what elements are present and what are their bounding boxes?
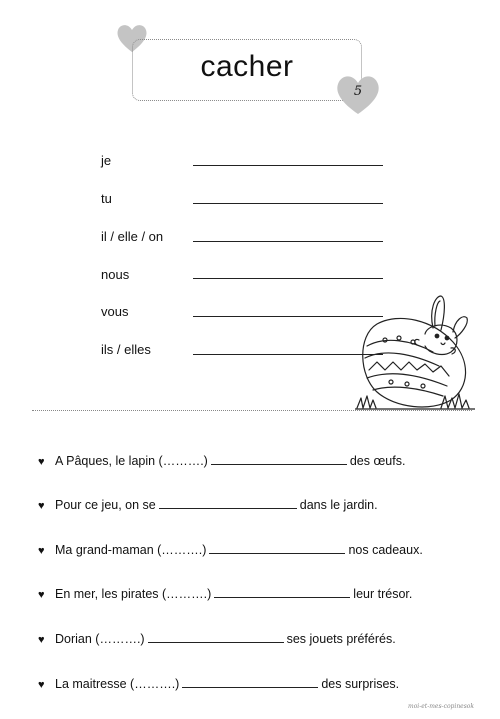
pronoun-label: vous xyxy=(101,304,129,319)
sentence-end: nos cadeaux. xyxy=(348,543,423,557)
pronoun-label: ils / elles xyxy=(101,342,151,357)
sentence-end: des surprises. xyxy=(321,677,400,691)
sentence-end: ses jouets préférés. xyxy=(286,632,396,646)
sentence-start: Pour ce jeu, on se xyxy=(55,498,156,512)
footer-credit: moi-et-mes-copinesok xyxy=(408,703,475,710)
exercise-sentence xyxy=(38,454,405,468)
answer-blank[interactable] xyxy=(148,632,284,643)
exercise-sentence xyxy=(38,543,423,557)
sentence-end: leur trésor. xyxy=(353,587,413,601)
sentence-start: En mer, les pirates (……….) xyxy=(55,587,212,601)
answer-line[interactable] xyxy=(193,278,383,279)
sentence-end: dans le jardin. xyxy=(299,498,378,512)
heart-bullet-icon: ♥ xyxy=(38,679,45,691)
sentence-end: des œufs. xyxy=(349,454,406,468)
sentence-start: La maitresse (……….) xyxy=(55,677,180,691)
sentence-start: A Pâques, le lapin (……….) xyxy=(55,454,208,468)
exercise-sentence xyxy=(38,677,399,691)
answer-line[interactable] xyxy=(193,165,383,166)
exercise-sentence xyxy=(38,498,378,512)
heart-bullet-icon: ♥ xyxy=(38,456,45,468)
section-divider xyxy=(32,410,472,411)
heart-bullet-icon: ♥ xyxy=(38,500,45,512)
pronoun-label: nous xyxy=(101,267,130,282)
exercise-sentence xyxy=(38,587,412,601)
answer-blank[interactable] xyxy=(182,677,318,688)
sentence-start: Dorian (……….) xyxy=(55,632,145,646)
pronoun-label: je xyxy=(101,153,112,168)
answer-line[interactable] xyxy=(193,241,383,242)
heart-bullet-icon: ♥ xyxy=(38,634,45,646)
pronoun-label: il / elle / on xyxy=(101,229,164,244)
answer-blank[interactable] xyxy=(211,454,347,465)
answer-blank[interactable] xyxy=(159,498,297,509)
pronoun-label: tu xyxy=(101,191,112,206)
heart-bullet-icon: ♥ xyxy=(38,589,45,601)
answer-blank[interactable] xyxy=(214,587,350,598)
easter-egg-bunny-illustration xyxy=(355,290,475,412)
exercise-sentence xyxy=(38,632,396,646)
sentence-start: Ma grand-maman (……….) xyxy=(55,543,207,557)
heart-bullet-icon: ♥ xyxy=(38,545,45,557)
page-number: 5 xyxy=(353,84,363,99)
page-title: cacher xyxy=(200,50,294,83)
answer-line[interactable] xyxy=(193,203,383,204)
answer-blank[interactable] xyxy=(209,543,345,554)
